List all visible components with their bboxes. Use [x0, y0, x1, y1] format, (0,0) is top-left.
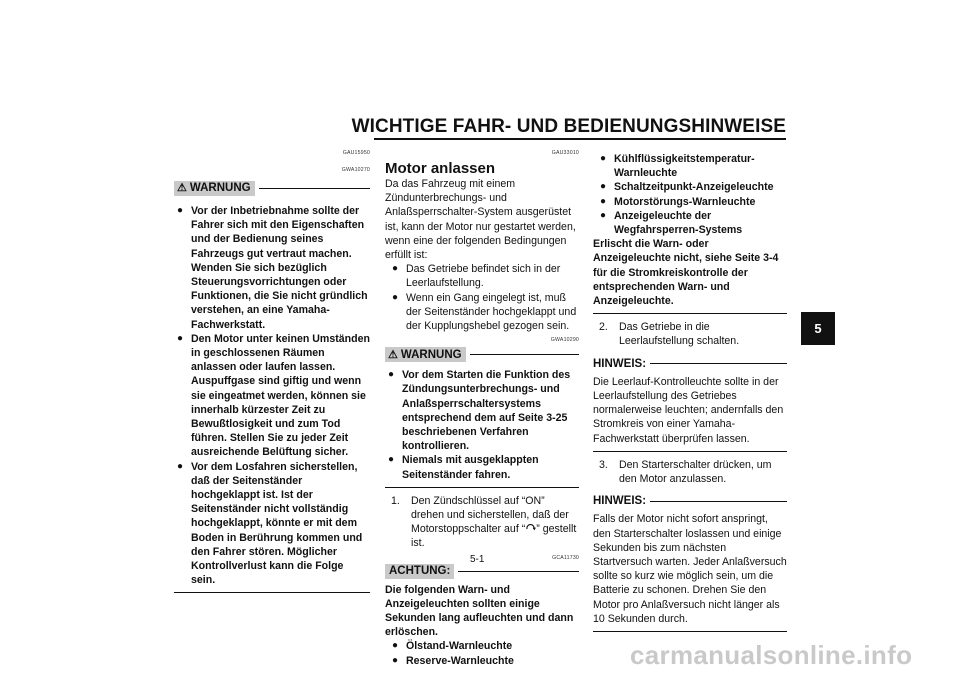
list-item: ● Das Getriebe befindet sich in der Leerlaufstellung.	[389, 262, 579, 290]
section-title: Motor anlassen	[385, 160, 496, 177]
step-number: 2.	[599, 321, 608, 334]
divider	[593, 631, 787, 632]
reference-code: GWA10270	[341, 167, 370, 173]
divider	[593, 313, 787, 314]
caution-list	[385, 639, 579, 667]
warning-label: WARNUNG	[189, 182, 251, 195]
list-item: ● Vor der Inbetriebnahme sollte der Fahrer sich mit den Eigenschaften und der Bedienung seines Fahrzeugs gut vertraut machen. Wenden Sie sich bezüglich Steuerungsvorrichtungen oder Funktionen, die Sie nicht gründlich verstehen, an eine Yamaha-Fachwerkstatt.	[174, 204, 370, 332]
divider	[458, 571, 579, 572]
note-text: Falls der Motor nicht sofort anspringt, den Starterschalter loslassen und einige Sekunden bis zum nächsten Startversuch warten. Jeder Anlaßversuch sollte so kurz wie möglich sein, um die Batterie zu schonen. Drehen Sie den Motor pro Anlaßversuch nicht länger als 10 Sekunden durch.	[593, 513, 787, 625]
chapter-tab: 5	[801, 312, 835, 345]
divider	[593, 451, 787, 452]
list-item: ● Motorstörungs-Warnleuchte	[597, 195, 787, 209]
divider	[650, 363, 787, 364]
divider	[174, 592, 370, 593]
divider	[259, 188, 370, 189]
warning-header	[385, 347, 579, 362]
warning-list	[385, 368, 579, 482]
warning-label: WARNUNG	[400, 348, 462, 361]
warning-triangle-icon: ⚠	[177, 182, 187, 195]
column-1	[174, 150, 370, 593]
note-text: Die Leerlauf-Kontrolleuchte sollte in der Leerlaufstellung des Getriebes normalerweise leuchten; andernfalls den Stromkreis von einer Yamaha-Fachwerkstatt überprüfen lassen.	[593, 375, 784, 445]
warning-header	[174, 181, 370, 196]
caution-text: Die folgenden Warn- und Anzeigeleuchten sollten einige Sekunden lang aufleuchten und dann erlöschen.	[385, 583, 574, 639]
step-1	[385, 494, 579, 551]
warning-badge	[385, 347, 466, 362]
reference-code: GWA10290	[550, 337, 579, 344]
watermark: carmanualsonline.info	[630, 640, 913, 670]
warning-badge	[174, 181, 255, 196]
warning-triangle-icon: ⚠	[388, 348, 398, 361]
divider	[650, 501, 787, 502]
list-item: ● Wenn ein Gang eingelegt ist, muß der Seitenständer hochgeklappt und der Kupplungshebel gezogen sein.	[389, 291, 579, 334]
list-item: ● Vor dem Losfahren sicherstellen, daß der Seitenständer hochgeklappt ist. Ist der Seitenständer nicht vollständig hochgeklappt, könnte er mit dem Boden in Berührung kommen und den Fahrer stören. Möglicher Kontrollverlust kann die Folge sein.	[174, 460, 370, 588]
divider	[470, 354, 579, 355]
step-text: Den Starterschalter drücken, um den Motor anzulassen.	[619, 458, 772, 486]
step-text: Den Zündschlüssel auf “ON” drehen und sicherstellen, daß der Motorstoppschalter auf “ ” gestellt ist.	[411, 494, 577, 550]
divider	[385, 487, 579, 488]
reference-code: GAU15950	[342, 150, 370, 156]
caution-end-text: Erlischt die Warn- oder Anzeigeleuchte nicht, siehe Seite 3-4 für die Stromkreiskontrolle der entsprechenden Warn- und Anzeigeleuchte.	[593, 238, 779, 308]
list-item: ● Anzeigeleuchte der Wegfahrsperren-Systems	[597, 209, 787, 237]
caution-label: ACHTUNG:	[385, 564, 454, 579]
note-label: HINWEIS:	[593, 357, 647, 370]
step-number: 3.	[599, 458, 608, 471]
list-item: ● Schaltzeitpunkt-Anzeigeleuchte	[597, 180, 787, 194]
note-label: HINWEIS:	[593, 495, 647, 508]
intro-paragraph: Da das Fahrzeug mit einem Zündunterbrechungs- und Anlaßsperrschalter-System ausgerüstet ist, kann der Motor nur gestartet werden, wenn eine der folgenden Bedingungen erfüllt ist:	[385, 178, 576, 262]
list-item: ● Kühlflüssigkeitstemperatur-Warnleuchte	[597, 152, 787, 180]
page-title: WICHTIGE FAHR- UND BEDIENUNGSHINWEISE	[351, 116, 786, 137]
step-number: 1.	[391, 494, 400, 507]
engine-stop-run-icon	[525, 523, 536, 533]
page-number: 5-1	[470, 554, 485, 565]
list-item: ● Reserve-Warnleuchte	[389, 654, 579, 668]
list-item: ● Ölstand-Warnleuchte	[389, 639, 579, 653]
column-3	[593, 152, 787, 632]
caution-header	[385, 564, 579, 579]
step-text: Das Getriebe in die Leerlaufstellung schalten.	[619, 321, 740, 348]
hinweis-header	[593, 357, 787, 371]
step-2	[593, 320, 787, 348]
caution-list-continued	[593, 152, 787, 237]
column-2	[385, 150, 579, 668]
list-item: ● Niemals mit ausgeklappten Seitenständer fahren.	[385, 453, 579, 481]
reference-code: GAU33010	[551, 150, 579, 156]
warning-list	[174, 204, 370, 587]
list-item: ● Den Motor unter keinen Umständen in geschlossenen Räumen anlassen oder laufen lassen. Auspuffgase sind giftig und wenn sie eingeatmet werden, können sie innerhalb kürzester Zeit zu Bewußtlosigkeit und zum Tod führen. Stellen Sie zu jeder Zeit ausreichende Belüftung sicher.	[174, 332, 370, 460]
reference-code: GCA11730	[552, 554, 579, 561]
condition-list	[385, 262, 579, 333]
hinweis-header	[593, 494, 787, 508]
step-3	[593, 458, 787, 486]
list-item: ● Vor dem Starten die Funktion des Zündungsunterbrechungs- und Anlaßsperrschaltersystems entsprechend dem auf Seite 3-25 beschriebenen Verfahren kontrollieren.	[385, 368, 579, 453]
header-rule	[374, 138, 786, 140]
